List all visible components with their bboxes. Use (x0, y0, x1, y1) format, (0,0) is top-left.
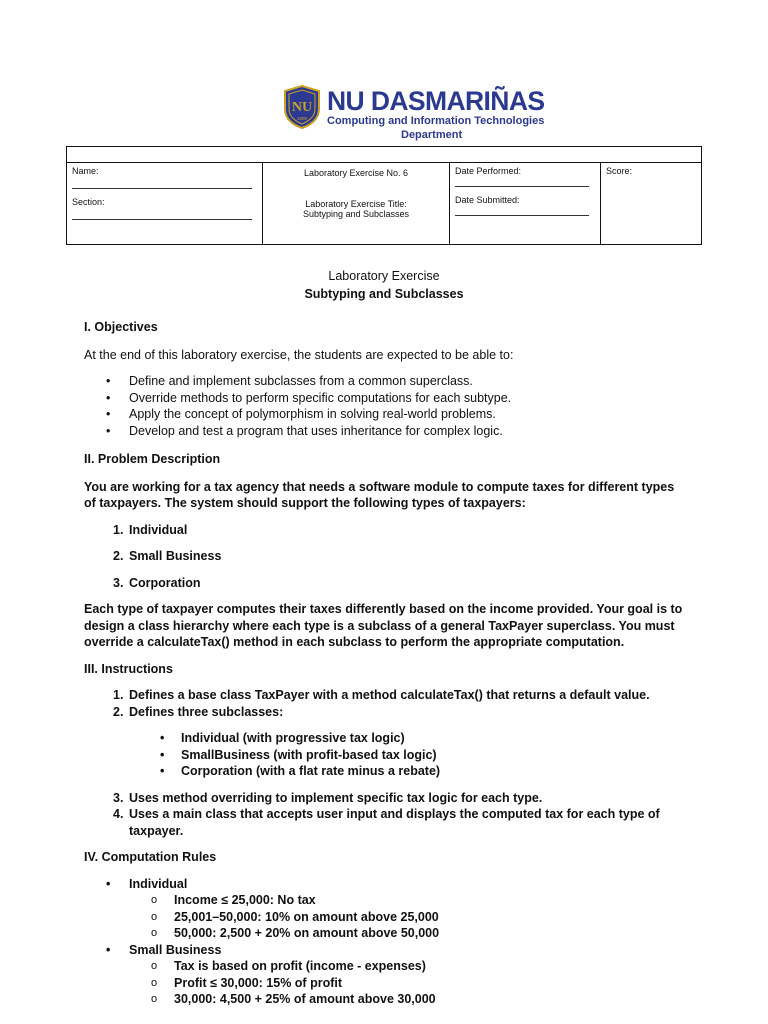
exercise-number: Laboratory Exercise No. 6 (303, 168, 409, 178)
list-item: 3. Uses method overriding to implement specific tax logic for each type. (113, 790, 543, 805)
doc-title-line-2: Subtyping and Subclasses (304, 286, 464, 301)
score-cell (601, 163, 702, 245)
rule-group-label: • Small Business (84, 942, 684, 959)
exercise-title-label: Laboratory Exercise Title: (305, 199, 407, 209)
rule-item: o 50,000: 2,500 + 20% on amount above 50,000 (84, 925, 684, 942)
seal-year: 1900 (296, 116, 308, 121)
seal-letters: NU (291, 100, 313, 115)
exercise-info-cell (263, 163, 450, 245)
document-body (84, 268, 684, 1008)
lab-info-table (66, 146, 702, 245)
list-item: • Define and implement subclasses from a common superclass. (84, 373, 684, 390)
instructions-list-continued (84, 790, 684, 840)
list-item: • Override methods to perform specific computations for each subtype. (84, 390, 684, 407)
section-field-line[interactable] (72, 207, 252, 220)
rule-group-label: • Individual (84, 876, 684, 893)
student-info-cell (67, 163, 263, 245)
list-item: 1. Defines a base class TaxPayer with a method calculateTax() that returns a default value. (113, 688, 650, 702)
problem-paragraph-1: You are working for a tax agency that needs a software module to compute taxes for different types of taxpayers. The system should support the following types of taxpayers: (84, 479, 675, 510)
list-item: • SmallBusiness (with profit-based tax logic) (84, 747, 684, 764)
university-seal-icon (283, 85, 321, 129)
date-performed-line[interactable] (455, 176, 589, 187)
list-item: 1. Individual (113, 522, 188, 537)
rule-item: o Profit ≤ 30,000: 15% of profit (84, 975, 684, 992)
rule-item: o 25,001–50,000: 10% on amount above 25,000 (84, 909, 684, 926)
page-header (0, 84, 768, 144)
list-item: • Individual (with progressive tax logic) (84, 730, 684, 747)
list-item: • Apply the concept of polymorphism in solving real-world problems. (84, 406, 684, 423)
rule-item: o 30,000: 4,500 + 25% of amount above 30,000 (84, 991, 684, 1008)
score-label: Score: (606, 166, 633, 176)
list-item: 2. Defines three subclasses: (113, 704, 284, 719)
subclasses-list (84, 730, 684, 780)
date-performed-label: Date Performed: (455, 166, 522, 176)
instructions-heading: III. Instructions (84, 661, 173, 676)
list-item: 2. Small Business (113, 549, 222, 563)
rules-heading: IV. Computation Rules (84, 850, 217, 864)
problem-heading: II. Problem Description (84, 452, 221, 466)
list-item: 4. Uses a main class that accepts user input and displays the computed tax for each type of taxpayer. (113, 807, 660, 838)
objectives-heading: I. Objectives (84, 320, 158, 334)
rule-item: o Tax is based on profit (income - expenses) (84, 958, 684, 975)
department-line-2: Department (401, 129, 463, 141)
rules-list (84, 876, 684, 1008)
name-label: Name: (72, 166, 99, 176)
instructions-list (84, 687, 684, 720)
rule-item: o Income ≤ 25,000: No tax (84, 892, 684, 909)
department-line-1: Computing and Information Technologies (327, 115, 545, 127)
institution-name: NU DASMARIÑAS (327, 86, 545, 116)
date-submitted-label: Date Submitted: (455, 195, 520, 205)
table-top-band (67, 147, 702, 163)
problem-paragraph-2: Each type of taxpayer computes their taxes differently based on the income provided. Your goal is to design a class hierarchy where each type is a subclass of a general TaxPayer superclass. You must override a calculateTax() method in each subclass to perform the appropriate computation. (84, 602, 683, 649)
taxpayer-types-list (84, 522, 684, 592)
list-item: 3. Corporation (113, 575, 201, 590)
objectives-intro: At the end of this laboratory exercise, the students are expected to be able to: (84, 347, 514, 362)
exercise-title-value: Subtyping and Subclasses (302, 209, 410, 219)
section-label: Section: (72, 197, 105, 207)
list-item: • Corporation (with a flat rate minus a rebate) (84, 763, 684, 780)
dates-cell (450, 163, 601, 245)
doc-title-line-1: Laboratory Exercise (328, 269, 440, 283)
list-item: • Develop and test a program that uses inheritance for complex logic. (84, 423, 684, 440)
name-field-line[interactable] (72, 176, 252, 189)
objectives-list (84, 373, 684, 439)
date-submitted-line[interactable] (455, 205, 589, 216)
